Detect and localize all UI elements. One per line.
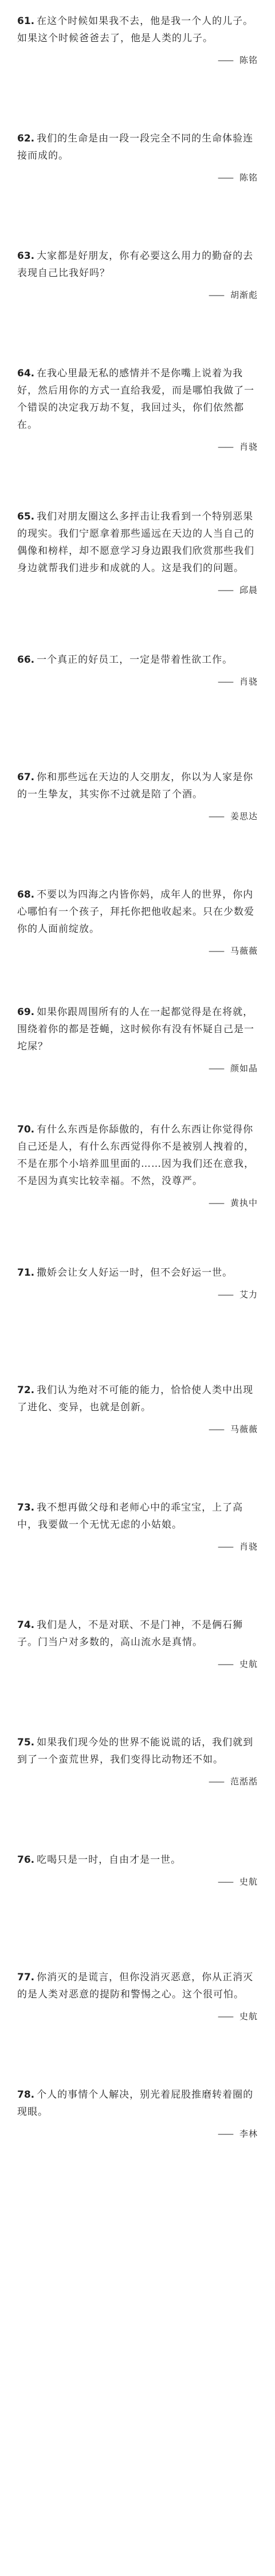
author-dash: —— — [217, 585, 233, 595]
quote-item — [17, 1734, 258, 1851]
quote-text — [17, 13, 258, 47]
quote-item — [17, 1004, 258, 1121]
quote-number: 69. — [17, 1006, 35, 1018]
quote-number: 71. — [17, 1267, 35, 1279]
author-name: 史航 — [239, 1877, 258, 1887]
author-dash: —— — [217, 2129, 233, 2139]
author-dash: —— — [217, 1877, 233, 1887]
author-name: 史航 — [239, 2011, 258, 2022]
quote-author — [17, 584, 258, 596]
quote-author — [17, 1875, 258, 1887]
quote-number: 61. — [17, 15, 35, 27]
quote-item — [17, 769, 258, 886]
quote-author — [17, 2010, 258, 2022]
quote-text — [17, 2086, 258, 2121]
author-dash: —— — [217, 1541, 233, 1552]
quote-author — [17, 1540, 258, 1552]
quote-item — [17, 1617, 258, 1734]
quote-text — [17, 130, 258, 164]
author-name: 马薇薇 — [230, 946, 258, 956]
quote-item — [17, 1382, 258, 1499]
author-dash: —— — [208, 1776, 223, 1787]
quote-text — [17, 651, 258, 668]
quote-author — [17, 441, 258, 453]
author-dash: —— — [208, 290, 223, 300]
quote-text — [17, 1382, 258, 1416]
quote-number: 64. — [17, 368, 35, 379]
quote-body: 大家都是好朋友，你有必要这么用力的勤奋的去表现自己比我好吗？ — [17, 250, 254, 279]
quote-author — [17, 171, 258, 183]
author-name: 肖骁 — [239, 677, 258, 687]
author-name: 肖骁 — [239, 1541, 258, 1552]
quote-body: 在我心里最无私的感情并不是你嘴上说着为我好，然后用你的方式一直给我爱，而是哪怕我做了一个错误的决定我万劫不复，我回过头，你们依然都在。 — [17, 368, 254, 431]
author-dash: —— — [217, 442, 233, 452]
quote-body: 吃喝只是一时，自由才是一世。 — [37, 1854, 182, 1866]
quote-number: 65. — [17, 511, 35, 522]
author-name: 马薇薇 — [230, 1424, 258, 1434]
author-name: 肖骁 — [239, 442, 258, 452]
quote-text — [17, 1734, 258, 1768]
quote-number: 67. — [17, 772, 35, 783]
author-name: 史航 — [239, 1659, 258, 1669]
quote-body: 我不想再做父母和老师心中的乖宝宝，上了高中，我要做一个无忧无虑的小姑娘。 — [17, 1502, 243, 1531]
quote-author — [17, 1423, 258, 1435]
quote-author — [17, 54, 258, 66]
author-name: 胡渐彪 — [230, 290, 258, 300]
author-name: 陈铭 — [239, 172, 258, 183]
quote-number: 72. — [17, 1385, 35, 1396]
quote-text — [17, 1004, 258, 1055]
author-dash: —— — [217, 1659, 233, 1669]
author-name: 陈铭 — [239, 55, 258, 65]
author-name: 姜思达 — [230, 811, 258, 821]
author-name: 颜如晶 — [230, 1063, 258, 1073]
quote-text — [17, 1499, 258, 1533]
quote-body: 我们的生命是由一段一段完全不同的生命体验连接而成的。 — [17, 133, 254, 162]
quote-number: 77. — [17, 1972, 35, 1983]
quote-author — [17, 810, 258, 822]
quote-text — [17, 508, 258, 577]
quote-author — [17, 1658, 258, 1670]
quote-author — [17, 1197, 258, 1209]
author-name: 范湉湉 — [230, 1776, 258, 1787]
author-dash: —— — [217, 1289, 233, 1300]
author-dash: —— — [208, 946, 223, 956]
quote-text — [17, 769, 258, 803]
quote-text — [17, 1121, 258, 1190]
quote-body: 个人的事情个人解决，别光着屁股推磨转着圈的现眼。 — [17, 2089, 254, 2118]
quote-item — [17, 365, 258, 508]
quote-text — [17, 1851, 258, 1869]
quote-body: 你和那些远在天边的人交朋友，你以为人家是你的一生挚友，其实你不过就是陪了个酒。 — [17, 772, 254, 800]
quote-number: 70. — [17, 1124, 35, 1135]
quote-item — [17, 651, 258, 769]
quote-item — [17, 2086, 258, 2204]
quote-number: 62. — [17, 133, 35, 144]
author-name: 李林 — [239, 2129, 258, 2139]
author-name: 艾力 — [239, 1289, 258, 1300]
quote-number: 68. — [17, 889, 35, 900]
quote-number: 66. — [17, 654, 35, 666]
quote-author — [17, 945, 258, 957]
quote-body: 如果你跟周围所有的人在一起都觉得是在将就，围绕着你的都是苍蝇，这时候你有没有怀疑自己是一坨屎？ — [17, 1006, 254, 1052]
quote-body: 你消灭的是谎言，但你没消灭恶意，你从正消灭的是人类对恶意的提防和警惕之心。这个很可怕。 — [17, 1972, 254, 2000]
quote-author — [17, 2127, 258, 2140]
quote-item — [17, 247, 258, 365]
quote-body: 我们对朋友圈这么多抨击让我看到一个特别恶果的现实。我们宁愿拿着那些遥远在天边的人当自己的偶像和榜样，却不愿意学习身边跟我们欣赏那些我们身边就帮我们进步和成就的人。这是我们的问题。 — [17, 511, 254, 574]
quote-body: 我们是人，不是对联、不是门神，不是俩石狮子。门当户对多数的，高山流水是真情。 — [17, 1619, 243, 1648]
quote-item — [17, 1499, 258, 1617]
quote-text — [17, 365, 258, 434]
quote-body: 如果我们现今处的世界不能说谎的话，我们就到到了一个蛮荒世界，我们变得比动物还不如。 — [17, 1737, 254, 1765]
quote-author — [17, 289, 258, 301]
quote-item — [17, 1264, 258, 1382]
quote-author — [17, 1062, 258, 1074]
quote-item — [17, 130, 258, 247]
author-name: 邱晨 — [239, 585, 258, 595]
quote-body: 不要以为四海之内皆你妈，成年人的世界，你内心哪怕有一个孩子，拜托你把他收起来。只在少数爱你的人面前绽放。 — [17, 889, 254, 935]
quote-body: 在这个时候如果我不去，他是我一个人的儿子。如果这个时候爸爸去了，他是人类的儿子。 — [17, 15, 254, 44]
quote-body: 有什么东西是你舔傲的，有什么东西让你觉得你自己还是人，有什么东西觉得你不是被别人拽着的，不是在那个小培养皿里面的……因为我们还在意我，不是因为真实比较幸福。不然，没尊严。 — [17, 1124, 254, 1187]
quote-number: 78. — [17, 2089, 35, 2101]
quote-text — [17, 247, 258, 282]
quote-author — [17, 675, 258, 687]
quote-number: 73. — [17, 1502, 35, 1513]
author-dash: —— — [217, 677, 233, 687]
quote-item — [17, 1121, 258, 1264]
quote-text — [17, 1617, 258, 1651]
author-dash: —— — [208, 1063, 223, 1073]
quote-body: 我们认为绝对不可能的能力，恰恰使人类中出现了进化、变异，也就是创新。 — [17, 1385, 254, 1413]
quote-item — [17, 13, 258, 130]
author-dash: —— — [208, 1424, 223, 1434]
quote-body: 一个真正的好员工，一定是带着性欲工作。 — [37, 654, 233, 666]
quote-number: 63. — [17, 250, 35, 262]
author-dash: —— — [217, 2011, 233, 2022]
quote-number: 76. — [17, 1854, 35, 1866]
quote-number: 75. — [17, 1737, 35, 1748]
author-dash: —— — [217, 55, 233, 65]
quote-item — [17, 1969, 258, 2086]
author-dash: —— — [217, 172, 233, 183]
quote-item — [17, 1851, 258, 1969]
quote-text — [17, 886, 258, 938]
author-dash: —— — [208, 811, 223, 821]
quote-number: 74. — [17, 1619, 35, 1631]
quote-item — [17, 508, 258, 651]
quote-text — [17, 1969, 258, 2003]
quote-item — [17, 886, 258, 1004]
quote-text — [17, 1264, 258, 1281]
quote-author — [17, 1775, 258, 1787]
quote-body: 撒娇会让女人好运一时，但不会好运一世。 — [37, 1267, 233, 1279]
author-name: 黄执中 — [230, 1198, 258, 1208]
quote-author — [17, 1288, 258, 1300]
author-dash: —— — [208, 1198, 223, 1208]
